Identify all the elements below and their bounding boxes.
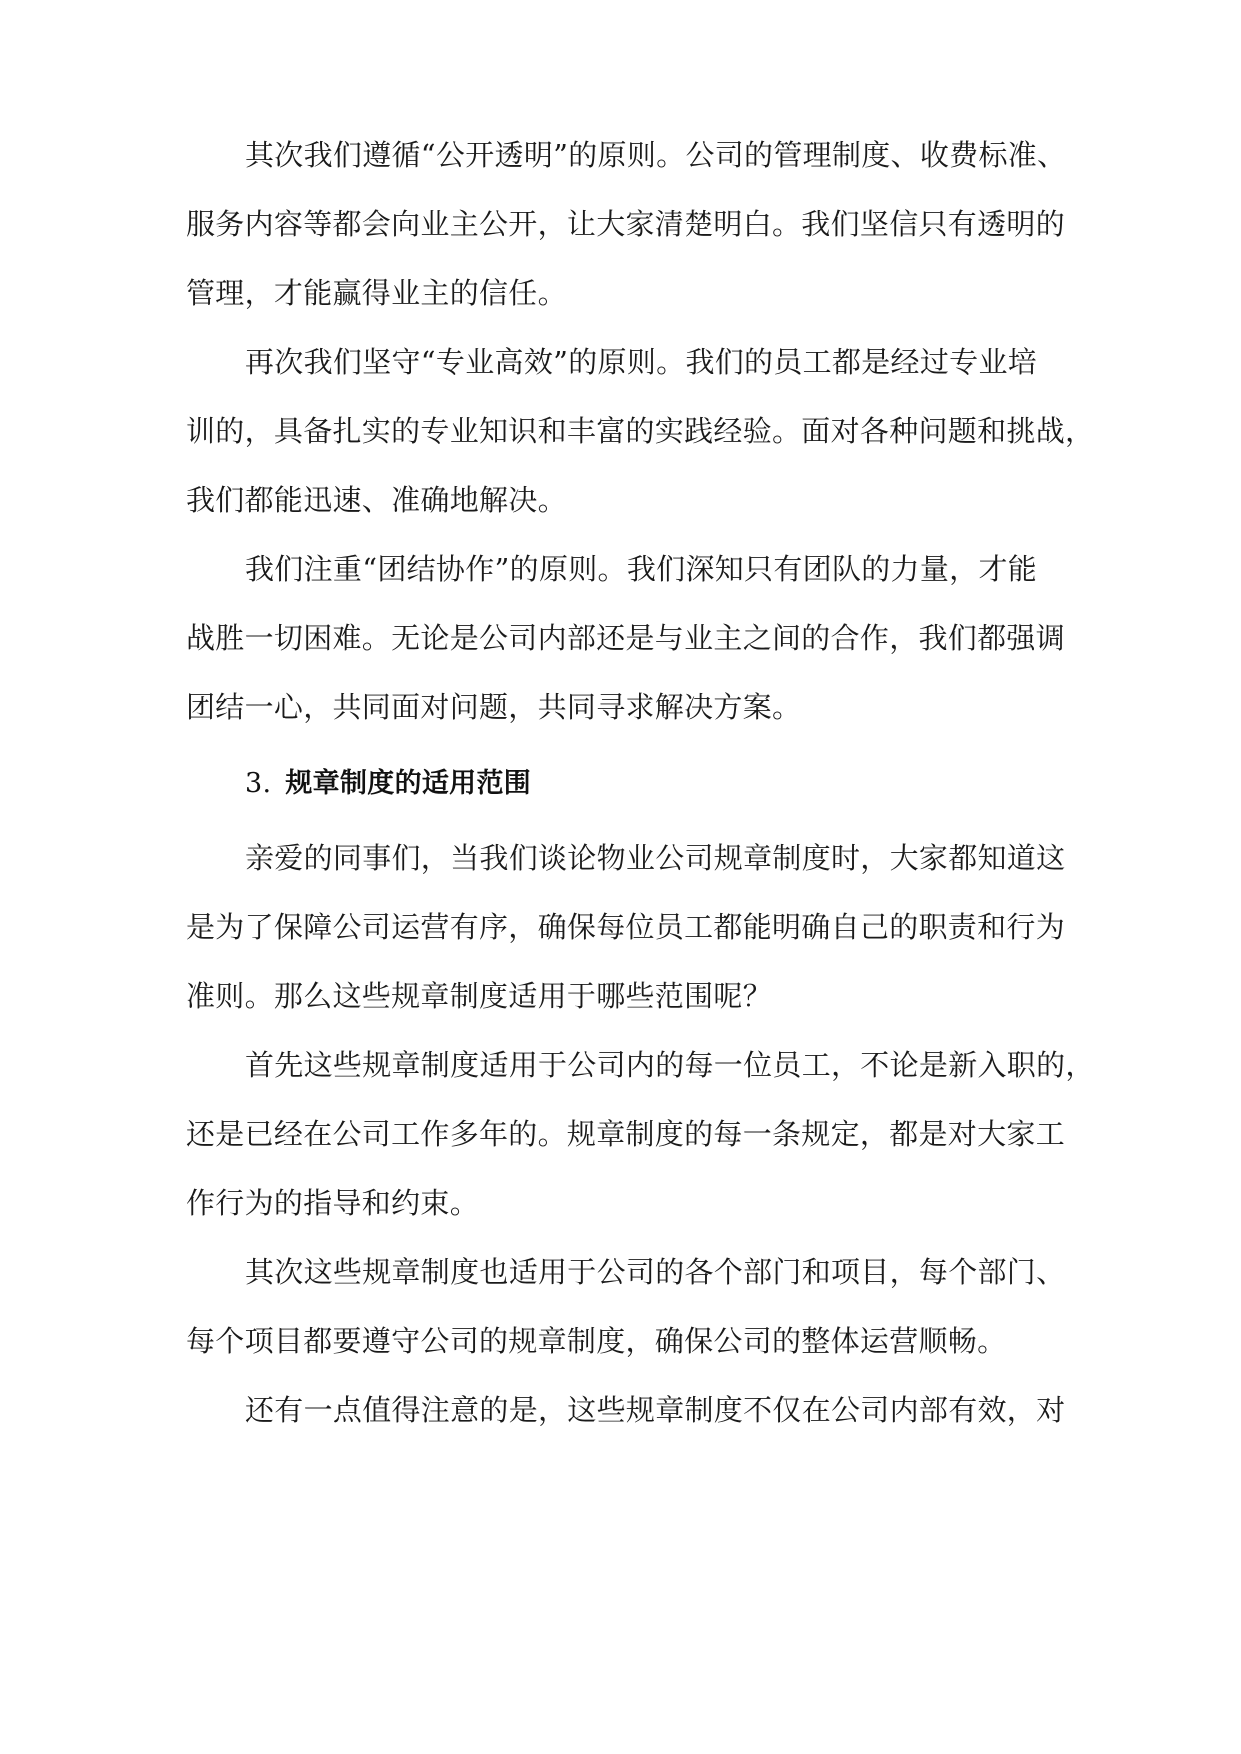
paragraph-line: 我们都能迅速、准确地解决。 [186,483,567,517]
paragraph-line: 其次我们遵循“公开透明”的原则。公司的管理制度、收费标准、 [245,138,1067,172]
paragraph-line: 战胜一切困难。无论是公司内部还是与业主之间的合作，我们都强调 [186,621,1066,655]
paragraph-line: 是为了保障公司运营有序，确保每位员工都能明确自己的职责和行为 [186,910,1066,944]
paragraph-line: 准则。那么这些规章制度适用于哪些范围呢？ [186,979,773,1013]
section-heading [245,764,1125,804]
paragraph-line: 亲爱的同事们，当我们谈论物业公司规章制度时，大家都知道这 [245,841,1066,875]
paragraph-line: 还是已经在公司工作多年的。规章制度的每一条规定，都是对大家工 [186,1117,1066,1151]
paragraph-line: 训的，具备扎实的专业知识和丰富的实践经验。面对各种问题和挑战， [186,414,1095,448]
paragraph-line: 作行为的指导和约束。 [186,1186,480,1220]
paragraph-line: 再次我们坚守“专业高效”的原则。我们的员工都是经过专业培 [245,345,1038,379]
paragraph-line: 每个项目都要遵守公司的规章制度，确保公司的整体运营顺畅。 [186,1324,1007,1358]
paragraph-line: 团结一心，共同面对问题，共同寻求解决方案。 [186,690,802,724]
section-title: 规章制度的适用范围 [285,768,532,799]
paragraph-line: 服务内容等都会向业主公开，让大家清楚明白。我们坚信只有透明的 [186,207,1066,241]
paragraph-line: 还有一点值得注意的是，这些规章制度不仅在公司内部有效，对 [245,1393,1066,1427]
paragraph-line: 我们注重“团结协作”的原则。我们深知只有团队的力量，才能 [245,552,1038,586]
paragraph-line: 首先这些规章制度适用于公司内的每一位员工，不论是新入职的， [245,1048,1095,1082]
paragraph-line: 其次这些规章制度也适用于公司的各个部门和项目，每个部门、 [245,1255,1066,1289]
section-number: 3. [245,768,272,799]
paragraph-line: 管理，才能赢得业主的信任。 [186,276,567,310]
